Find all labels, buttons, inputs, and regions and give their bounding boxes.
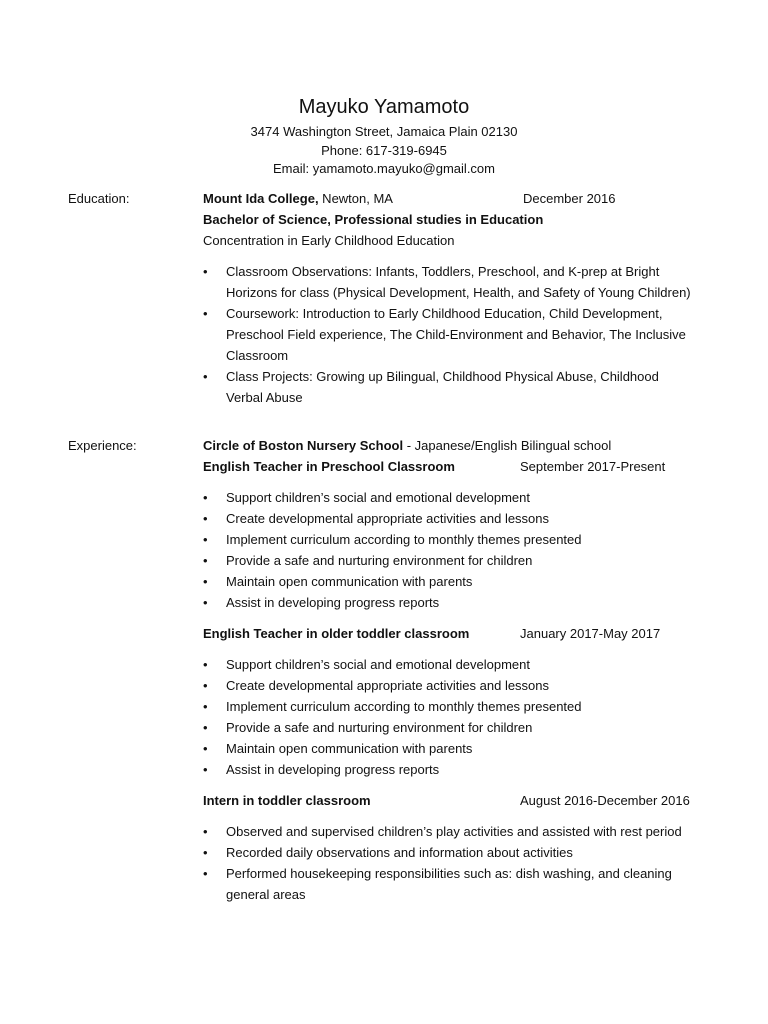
list-item: • Performed housekeeping responsibilities such as: dish washing, and cleaning general areas bbox=[203, 863, 696, 905]
list-item: • Class Projects: Growing up Bilingual, Childhood Physical Abuse, Childhood Verbal Abuse bbox=[203, 366, 696, 408]
school-location: Newton, MA bbox=[318, 191, 393, 206]
job-title-row bbox=[203, 790, 703, 811]
list-item: • Support children’s social and emotional development bbox=[203, 654, 696, 675]
list-item: • Assist in developing progress reports bbox=[203, 592, 696, 613]
experience-label: Experience: bbox=[68, 438, 137, 453]
list-item: • Create developmental appropriate activities and lessons bbox=[203, 508, 696, 529]
candidate-name: Mayuko Yamamoto bbox=[298, 96, 470, 118]
education-section bbox=[203, 188, 703, 408]
address: 3474 Washington Street, Jamaica Plain 02130 bbox=[250, 124, 518, 139]
employer-row bbox=[203, 435, 703, 456]
job-title: Intern in toddler classroom bbox=[203, 793, 371, 808]
employer-name: Circle of Boston Nursery School bbox=[203, 438, 404, 453]
phone: Phone: 617-319-6945 bbox=[321, 142, 447, 158]
list-item: • Implement curriculum according to monthly themes presented bbox=[203, 696, 696, 717]
degree bbox=[203, 209, 703, 230]
education-school-row bbox=[203, 188, 703, 209]
list-item: • Assist in developing progress reports bbox=[203, 759, 696, 780]
job-bullets bbox=[203, 487, 703, 613]
job-title-row bbox=[203, 456, 703, 477]
email: Email: yamamoto.mayuko@gmail.com bbox=[273, 161, 495, 176]
job-dates: September 2017-Present bbox=[520, 459, 666, 474]
concentration: Concentration in Early Childhood Education bbox=[203, 233, 455, 248]
list-item: • Provide a safe and nurturing environment for children bbox=[203, 717, 696, 738]
list-item: • Implement curriculum according to monthly themes presented bbox=[203, 529, 696, 550]
list-item: • Provide a safe and nurturing environment for children bbox=[203, 550, 696, 571]
experience-section bbox=[203, 435, 703, 905]
list-item: • Support children’s social and emotional development bbox=[203, 487, 696, 508]
list-item: • Maintain open communication with parents bbox=[203, 738, 696, 759]
job-title: English Teacher in older toddler classroom bbox=[203, 626, 470, 641]
employer-description: - Japanese/English Bilingual school bbox=[403, 438, 612, 453]
list-item: • Observed and supervised children’s play activities and assisted with rest period bbox=[203, 821, 696, 842]
job-bullets bbox=[203, 821, 703, 905]
list-item: • Classroom Observations: Infants, Toddlers, Preschool, and K-prep at Bright Horizons for class (Physical Development, Health, and Safety of Young Children) bbox=[203, 261, 696, 303]
list-item: • Maintain open communication with parents bbox=[203, 571, 696, 592]
contact-block bbox=[0, 123, 768, 179]
job-title-row bbox=[203, 623, 703, 644]
education-bullets bbox=[203, 261, 703, 408]
job-bullets bbox=[203, 654, 703, 780]
school-name: Mount Ida College, bbox=[203, 191, 319, 206]
list-item: • Create developmental appropriate activities and lessons bbox=[203, 675, 696, 696]
job-dates: January 2017-May 2017 bbox=[520, 626, 661, 641]
list-item: • Recorded daily observations and information about activities bbox=[203, 842, 696, 863]
degree-text: Bachelor of Science, Professional studies in Education bbox=[203, 212, 544, 227]
education-date: December 2016 bbox=[523, 191, 616, 206]
education-label: Education: bbox=[68, 191, 130, 206]
list-item: • Coursework: Introduction to Early Childhood Education, Child Development, Preschool Field experience, The Child-Environment and Behavior, The Inclusive Classroom bbox=[203, 303, 696, 366]
job-dates: August 2016-December 2016 bbox=[520, 793, 690, 808]
job-title: English Teacher in Preschool Classroom bbox=[203, 459, 455, 474]
